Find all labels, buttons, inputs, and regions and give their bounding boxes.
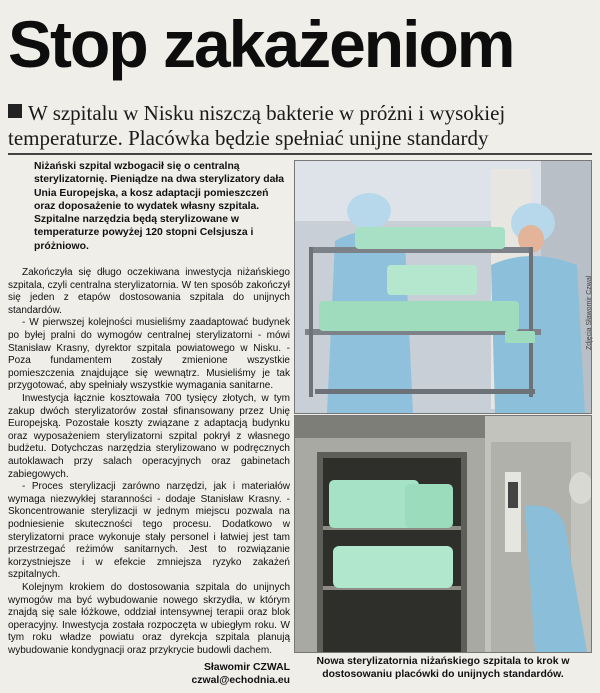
body-paragraph: Inwestycja łącznie kosztowała 700 tysięcy złotych, w tym zakup dwóch sterylizatorów został sfinansowany przez Unię Europejską. Pozostałe koszty związane z adaptacją budynku oraz wyposażeniem sterylizatorni szpital pokrył z własnego budżetu. Dotychczas narzędzia sterylizowano w podręcznych autoklawach przy salach operacyjnych oraz gabinetach zabiegowych. [8,393,290,480]
lead-text-content: W szpitalu w Nisku niszczą bakterie w próżni i wysokiej temperaturze. Placówka będzie spełniać unijne standardy [8,101,506,150]
body-paragraph: Kolejnym krokiem do dostosowania szpitala do unijnych wymogów ma być wybudowanie nowego skrzydła, w którym znajdą się sale łóżkowe, oddział intensywnej terapii oraz blok operacyjny. Inwestycja została rozpoczęta w ubiegłym roku. W tym roku władze powiatu oraz dyrekcja szpitala planują wybudowanie kondygnacji oraz przykrycie budowli dachem. [8,581,290,656]
article-column [8,160,290,687]
photo-credit: Zdjęcia Sławomir Czwal [586,275,593,350]
lead-square-marker [8,104,22,118]
photo-sterilization-staff [294,160,592,414]
author-email: czwal@echodnia.eu [191,675,290,687]
article-body [8,267,290,657]
body-paragraph: Zakończyła się długo oczekiwana inwestycja niżańskiego szpitala, czyli centralna sterylizatornia. W ten sposób zakończył się jeden z etapów dostosowania szpitala do unijnych standardów. [8,267,290,316]
divider [8,153,592,155]
photo-sterilizer-autoclave [294,415,592,653]
author-name: Sławomir CZWAL [203,662,290,674]
photo-caption: Nowa sterylizatornia niżańskiego szpitala to krok w dostosowaniu placówki do unijnych standardów. [316,656,570,680]
intro-paragraph: Niżański szpital wzbogacił się o centralną sterylizatornię. Pieniądze na dwa sterylizatory dała Unia Europejska, a kosz adaptacji pomieszczeń oraz doposażenie to wydatek własny szpitala. Szpitalne narzędzia będą sterylizowane w temperaturze powyżej 120 stopni Celsjusza i próżniowo. [34,161,285,252]
lead-text [8,101,598,151]
author-signature [8,661,290,687]
headline: Stop zakażeniom [8,7,514,81]
body-paragraph: - W pierwszej kolejności musieliśmy zaadaptować budynek po byłej pralni do wymogów centralnej sterylizatorni - mówi Stanisław Krasny, dyrektor szpitala powiatowego w Nisku. - Poza fundamentem zostały zmienione wszystkie pomieszczenia znajdujące się wewnątrz. Musieliśmy je tak przygotować, aby spełniały wszystkie wymagania sanitarne. [8,317,290,392]
body-paragraph: - Proces sterylizacji zarówno narzędzi, jak i materiałów wymaga niezwykłej staranności - dodaje Stanisław Krasny. - Skoncentrowanie sterylizacji w jednym miejscu pozwala na podniesienie skuteczności tego procesu. Dodatkowo w sterylizatorni prace wykonuje stały personel i łatwiej jest tam przestrzegać reżimów sanitarnych. Jest to rozwiązanie korzystniejsze i w efekcie zmniejsza ryzyko zakażeń szpitalnych. [8,481,290,581]
